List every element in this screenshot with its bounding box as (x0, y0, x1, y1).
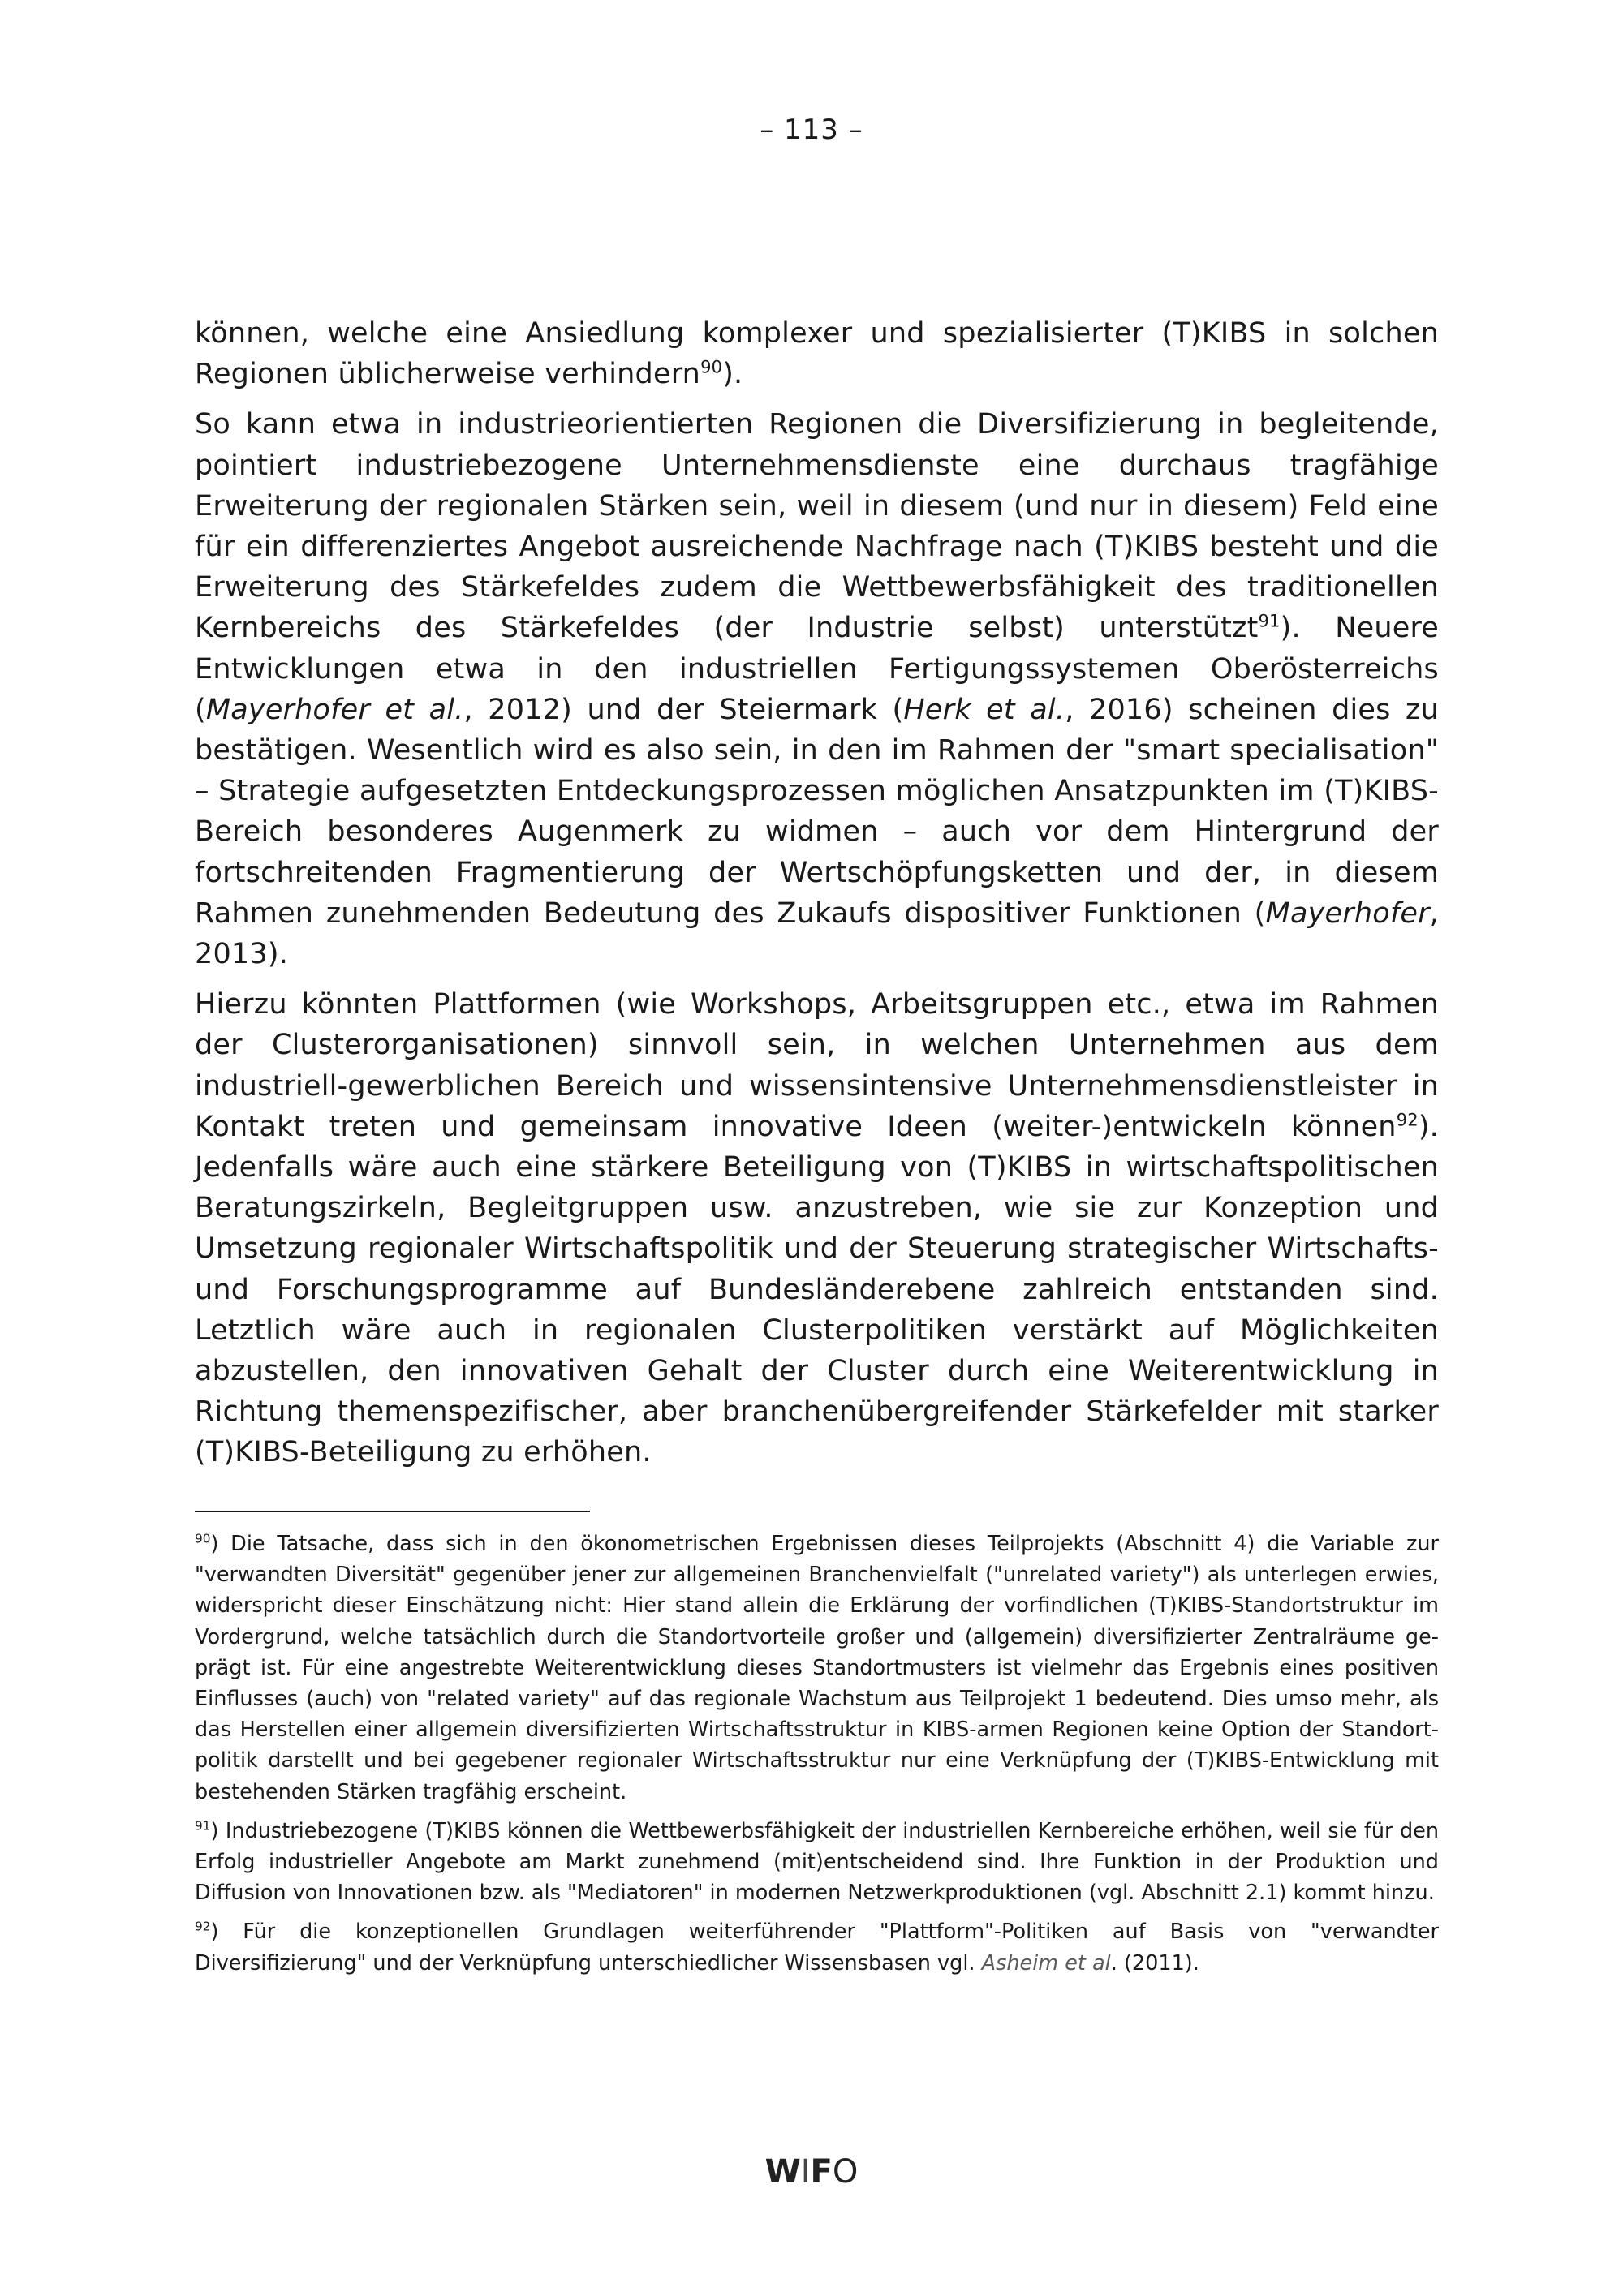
citation-asheim-link[interactable]: Asheim et al (981, 1950, 1111, 1976)
wifo-logo: WIFO (764, 2153, 859, 2191)
footnote-91: $^{91}$) Industriebezogene (T)KIBS können die Wettbewerbsfähigkeit der industriellen Kernbereiche erhöhen, weil sie für den Erfolg industrieller Angebote am Markt zunehmend (mit)entscheidend sind. Ihre Funktion in der Produktion und Diffusion von Innovationen bzw. als "Mediatoren" in modernen Netzwerkproduktionen (vgl. Abschnitt 2.1) kommt hinzu. (195, 1818, 1439, 1906)
footnote-divider (195, 1511, 590, 1512)
paragraph-2: So kann etwa in industrieorientierten Regionen die Diversifizierung in begleitende, pointiert industriebezogene Unternehmensdienste eine durchaus tragfähige Erweiterung der regionalen Stärken sein, weil in diesem (und nur in diesem) Feld eine für ein differenziertes Angebot ausreichende Nachfrage nach (T)KIBS besteht und die Erweiterung des Stärkefeldes zudem die Wettbewerbsfähigkeit des traditionellen Kernbereichs des Stärkefeldes (der Industrie selbst) unterstützt$^{91}$). Neuere Entwicklungen etwa in den industriellen Fertigungssystemen Oberösterreichs (Mayerhofer et al., 2012) und der Steiermark (Herk et al., 2016) scheinen dies zu bestätigen. Wesentlich wird es also sein, in den im Rahmen der "smart specialisation" – Strategie aufgesetzten Entdeckungsprozessen möglichen Ansatzpunkten im (T)KIBS-Bereich besonderes Augenmerk zu widmen – auch vor dem Hintergrund der fortschreitenden Fragmentierung der Wertschöpfungsketten und der, in diesem Rahmen zunehmenden Bedeutung des Zukaufs dispositiver Funktionen (Mayerhofer, 2013). (195, 408, 1440, 971)
citation-mayerhofer-2012: Mayerhofer et al. (205, 693, 464, 726)
body-text (195, 313, 1439, 1483)
footnote-92: $^{92}$) Für die konzeptionellen Grundlagen weiterführender "Plattform"-Politiken auf Basis von "verwandter Diversifizierung" und der Verknüpfung unterschiedlicher Wissensbasen vgl. Asheim et al. (2011). (195, 1919, 1439, 1976)
footnote-90: $^{90}$) Die Tatsache, dass sich in den ökonometrischen Ergebnissen dieses Teilprojekts (Abschnitt 4) die Variable zur "verwandten Diversität" gegenüber jener zur allgemeinen Branchenvielfalt ("unrelated variety") als unterlegen erwies, widerspricht dieser Einschätzung nicht: Hier stand allein die Erklärung der vorfindlichen (T)KIBS-Standortstruktur im Vordergrund, welche tatsächlich durch die Standortvorteile großer und (allgemein) diversifizierter Zentralräume geprägt ist. Für eine angestrebte Weiterentwicklung dieses Standortmusters ist vielmehr das Ergebnis eines positiven Einflusses (auch) von "related variety" auf das regionale Wachstum aus Teilprojekt 1 bedeutend. Dies umso mehr, als das Herstellen einer allgemein diversifizierten Wirtschaftsstruktur in KIBS-armen Regionen keine Option der Standortpolitik darstellt und bei gegebener regionaler Wirtschaftsstruktur nur eine Verknüpfung der (T)KIBS-Entwicklung mit bestehenden Stärken tragfähig erscheint. (195, 1531, 1439, 1804)
page-number: – 113 – (760, 114, 863, 146)
footnote-ref-92[interactable]: 92 (1396, 1110, 1419, 1130)
footnote-ref-90[interactable]: 90 (700, 357, 723, 377)
paragraph-3: Hierzu könnten Plattformen (wie Workshops, Arbeitsgruppen etc., etwa im Rahmen der Clusterorganisationen) sinnvoll sein, in welchen Unternehmen aus dem industriell-gewerblichen Bereich und wissensintensive Unternehmensdienstleister in Kontakt treten und gemeinsam innovative Ideen (weiter-)entwickeln können$^{92}$). Jedenfalls wäre auch eine stärkere Beteiligung von (T)KIBS in wirtschaftspolitischen Beratungszirkeln, Begleitgruppen usw. anzustreben, wie sie zur Konzeption und Umsetzung regionaler Wirtschaftspolitik und der Steuerung strategischer Wirtschafts- und Forschungsprogramme auf Bundesländerebene zahlreich entstanden sind. Letztlich wäre auch in regionalen Clusterpolitiken verstärkt auf Möglichkeiten abzustellen, den innovativen Gehalt der Cluster durch eine Weiterentwicklung in Richtung themenspezifischer, aber branchenübergreifender Stärkefelder mit starker (T)KIBS-Beteiligung zu erhöhen. (195, 988, 1439, 1469)
citation-mayerhofer-2013: Mayerhofer (1265, 896, 1430, 930)
citation-herk-2016: Herk et al. (903, 693, 1065, 726)
footnote-ref-91[interactable]: 91 (1258, 611, 1281, 631)
paragraph-1: können, welche eine Ansiedlung komplexer und spezialisierter (T)KIBS in solchen Regionen üblicherweise verhindern$^{90}$). (195, 317, 1439, 391)
footnotes (195, 1529, 1439, 1987)
